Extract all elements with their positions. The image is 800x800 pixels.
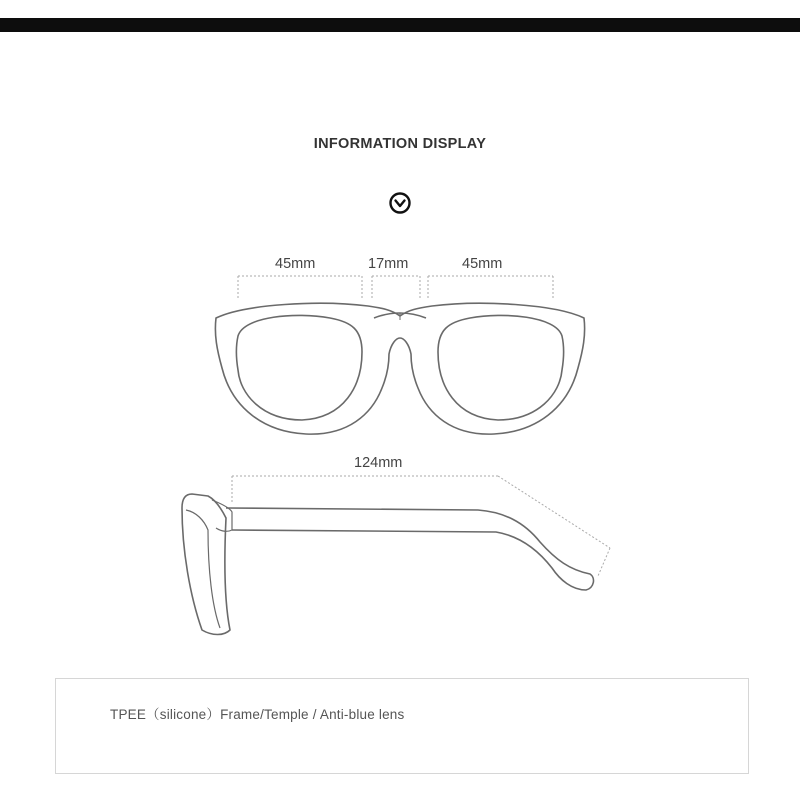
temple-length-label: 124mm (354, 455, 403, 471)
front-dimension-lines (238, 276, 553, 300)
spec-box (55, 678, 749, 774)
lens-width-right-label: 45mm (462, 256, 503, 272)
side-view-glasses (182, 494, 593, 635)
bridge-width-label: 17mm (368, 256, 409, 272)
material-spec-text: TPEE（silicone）Frame/Temple / Anti-blue lens (110, 707, 405, 722)
side-lens-edge (186, 510, 220, 628)
temple-dimension-line (232, 476, 610, 576)
side-frame-front (182, 494, 230, 635)
left-lens (237, 315, 363, 420)
hinge (212, 500, 232, 531)
front-view-glasses (215, 303, 584, 434)
right-lens (438, 315, 564, 420)
temple-arm (226, 508, 593, 590)
lens-width-left-label: 45mm (275, 256, 316, 272)
page-title: INFORMATION DISPLAY (313, 136, 487, 152)
